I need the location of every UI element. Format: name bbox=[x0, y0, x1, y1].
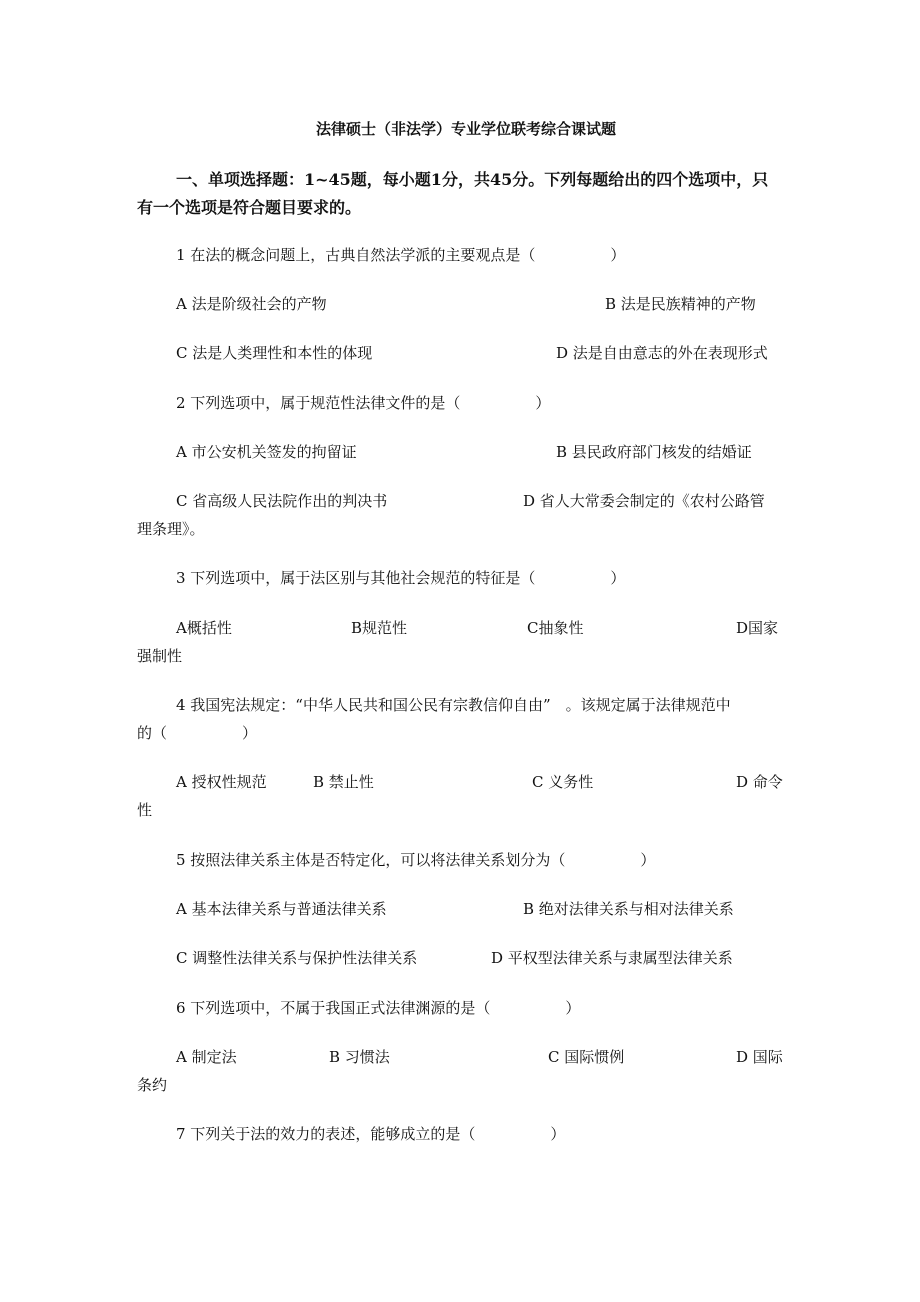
section-heading-line-1: 一、单项选择题：1~45题，每小题1分，共45分。下列每题给出的四个选项中，只 bbox=[176, 170, 769, 189]
question-6-option-c: C 国际惯例 bbox=[548, 1048, 625, 1066]
question-3-option-b: B规范性 bbox=[351, 619, 408, 637]
question-6-option-a: A 制定法 bbox=[176, 1048, 237, 1066]
question-4-stem: 4 我国宪法规定：“中华人民共和国公民有宗教信仰自由” 。该规定属于法律规范中 bbox=[176, 696, 731, 714]
question-1-option-c: C 法是人类理性和本性的体现 bbox=[176, 344, 373, 362]
question-4-option-c: C 义务性 bbox=[532, 773, 594, 791]
question-2-continuation: 理条理》。 bbox=[137, 520, 205, 538]
question-5-stem: 5 按照法律关系主体是否特定化，可以将法律关系划分为（ ） bbox=[176, 851, 656, 869]
question-4-option-a: A 授权性规范 bbox=[176, 773, 267, 791]
question-1-stem: 1 在法的概念问题上，古典自然法学派的主要观点是（ ） bbox=[176, 246, 626, 264]
question-5-option-d: D 平权型法律关系与隶属型法律关系 bbox=[491, 949, 733, 967]
section-heading-line-2: 有一个选项是符合题目要求的。 bbox=[137, 198, 362, 217]
question-1-option-b: B 法是民族精神的产物 bbox=[605, 295, 756, 313]
question-1-option-a: A 法是阶级社会的产物 bbox=[176, 295, 327, 313]
question-2-option-c: C 省高级人民法院作出的判决书 bbox=[176, 492, 388, 510]
question-6-option-b: B 习惯法 bbox=[329, 1048, 390, 1066]
question-2-stem: 2 下列选项中，属于规范性法律文件的是（ ） bbox=[176, 394, 551, 412]
question-3-continuation: 强制性 bbox=[137, 647, 183, 665]
question-7-stem: 7 下列关于法的效力的表述，能够成立的是（ ） bbox=[176, 1125, 566, 1143]
document-title: 法律硕士（非法学）专业学位联考综合课试题 bbox=[316, 120, 617, 138]
question-4-continuation: 性 bbox=[137, 801, 153, 819]
question-5-option-c: C 调整性法律关系与保护性法律关系 bbox=[176, 949, 418, 967]
question-3-option-c: C抽象性 bbox=[527, 619, 584, 637]
question-4-stem-continuation: 的（ ） bbox=[137, 724, 258, 742]
question-6-continuation: 条约 bbox=[137, 1076, 168, 1094]
question-2-option-a: A 市公安机关签发的拘留证 bbox=[176, 443, 357, 461]
question-5-option-a: A 基本法律关系与普通法律关系 bbox=[176, 900, 387, 918]
question-4-option-b: B 禁止性 bbox=[313, 773, 374, 791]
question-3-option-d: D国家 bbox=[736, 619, 779, 637]
question-5-option-b: B 绝对法律关系与相对法律关系 bbox=[523, 900, 734, 918]
question-3-stem: 3 下列选项中，属于法区别与其他社会规范的特征是（ ） bbox=[176, 569, 626, 587]
question-6-option-d: D 国际 bbox=[736, 1048, 783, 1066]
question-4-option-d: D 命令 bbox=[736, 773, 783, 791]
question-6-stem: 6 下列选项中，不属于我国正式法律渊源的是（ ） bbox=[176, 999, 581, 1017]
question-3-option-a: A概括性 bbox=[176, 619, 232, 637]
question-1-option-d: D 法是自由意志的外在表现形式 bbox=[556, 344, 768, 362]
question-2-option-d: D 省人大常委会制定的《农村公路管 bbox=[523, 492, 765, 510]
question-2-option-b: B 县民政府部门核发的结婚证 bbox=[556, 443, 752, 461]
